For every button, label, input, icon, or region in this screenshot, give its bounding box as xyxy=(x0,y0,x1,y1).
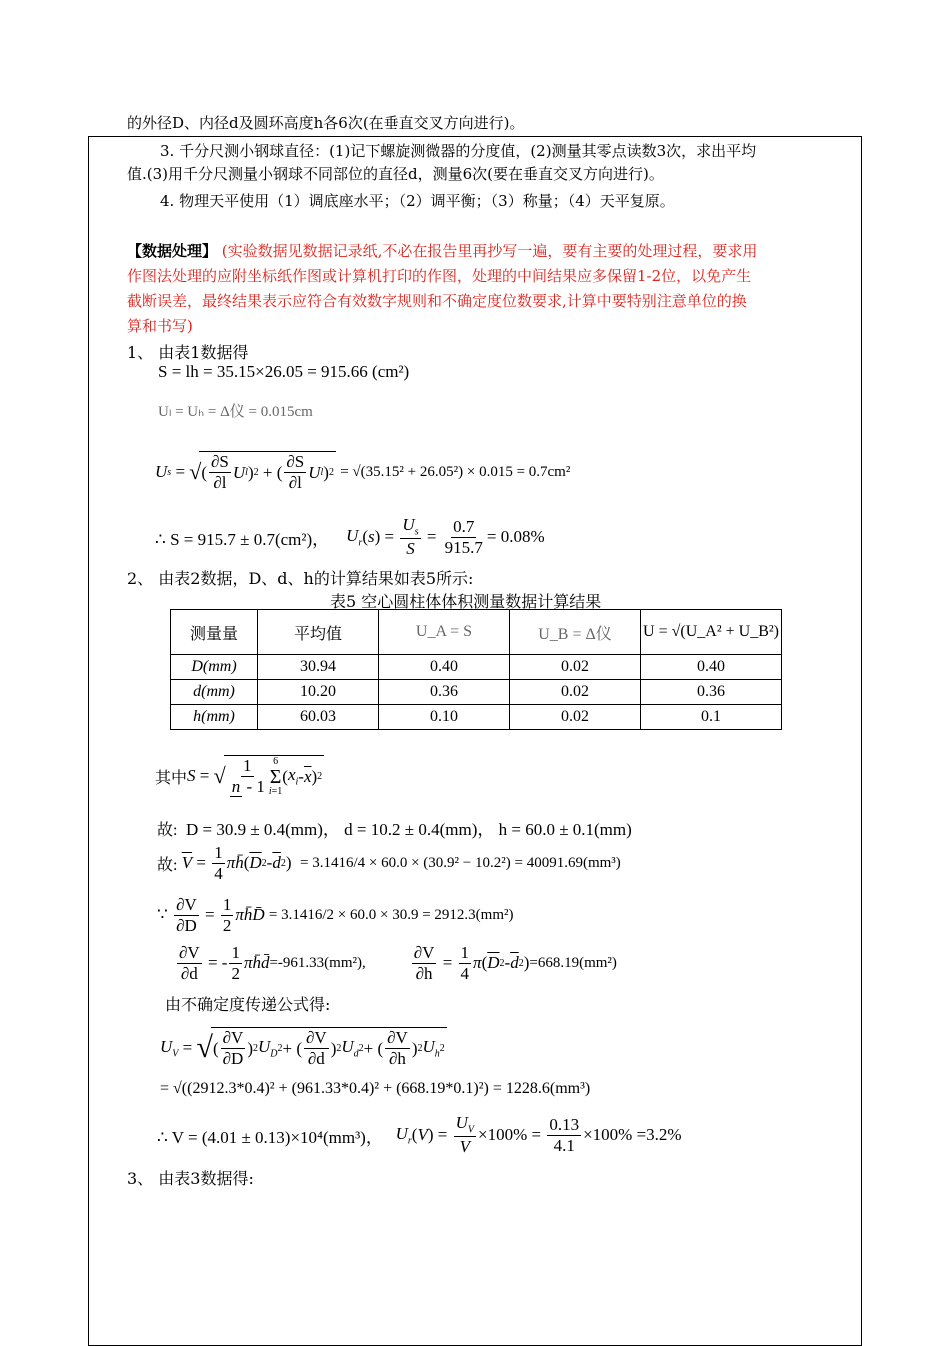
results-table xyxy=(170,609,782,730)
cell: 0.10 xyxy=(379,705,510,730)
header-ua: U_A = S xyxy=(379,610,510,655)
area-equation: S = lh = 35.15×26.05 = 915.66 (cm²) xyxy=(158,362,410,381)
u-equation: Uₗ = Uₕ = Δ仪 = 0.015cm xyxy=(158,404,313,420)
cell: 30.94 xyxy=(258,655,379,680)
table-row xyxy=(171,680,782,705)
step-4: 4. 物理天平使用（1）调底座水平；（2）调平衡；（3）称量；（4）天平复原。 xyxy=(160,192,675,210)
cell: D(mm) xyxy=(171,655,258,680)
part2-title: 2、 由表2数据，D、d、h的计算结果如表5所示: xyxy=(127,569,474,588)
step-3-line-2: 值.(3)用千分尺测量小钢球不同部位的直径d，测量6次(要在垂直交叉方向进行)。 xyxy=(127,165,664,183)
header-ub: U_B = Δ仪 xyxy=(510,610,641,655)
cell: 0.02 xyxy=(510,680,641,705)
cell: h(mm) xyxy=(171,705,258,730)
cell: 0.1 xyxy=(641,705,782,730)
table-row xyxy=(171,655,782,680)
cell: 0.02 xyxy=(510,655,641,680)
top-line: 的外径D、内径d及圆环高度h各6次(在垂直交叉方向进行)。 xyxy=(127,114,525,132)
table-caption: 表5 空心圆柱体体积测量数据计算结果 xyxy=(330,592,602,611)
cell: 60.03 xyxy=(258,705,379,730)
v-equation: 故: $\overline{V}$ = $\frac{1}{4}$ πh̄ ( $\overline{D}$ 2 - $\overline{d}$ 2 ) = 3.1416/4 × 60.0 × (30.9² − 10.2²) = 40091.69(mm³) xyxy=(157,842,621,883)
dv-dd-dh: $\frac{\partial V}{\partial d}$ = - $\frac{1}{2}$ πh̄d̄ =-961.33(mm²), $\frac{\partial V}{\partial h}$ = $\frac{1}{4}$ π ( $\overline{D}$ 2 - $\overline{d}$ 2 ) =668.19(mm²) xyxy=(179,942,617,983)
cell: 0.40 xyxy=(641,655,782,680)
cell: 0.40 xyxy=(379,655,510,680)
cell: 0.36 xyxy=(379,680,510,705)
section-note-4: 算和书写) xyxy=(127,317,193,335)
dv-dD: ∵ $\frac{\partial V}{\partial D}$ = $\frac{1}{2}$ πh̄D̄ = 3.1416/2 × 60.0 × 30.9 = 2912.3(mm²) xyxy=(157,894,514,935)
cell: d(mm) xyxy=(171,680,258,705)
header-u: U = √(U_A² + U_B²) xyxy=(641,610,782,655)
part3-title: 3、 由表3数据得: xyxy=(127,1169,254,1188)
cell: 10.20 xyxy=(258,680,379,705)
report-frame xyxy=(88,136,862,1346)
section-heading-line xyxy=(127,240,757,261)
final-v: ∴ V = (4.01 ± 0.13)×10⁴(mm³)， $U_r$ ( V ) = $\frac{U_V}{V}$ ×100% = $\frac{0.13}{4.1}$ ×100% =3.2% xyxy=(157,1113,682,1157)
cell: 0.36 xyxy=(641,680,782,705)
header-mean: 平均值 xyxy=(258,610,379,655)
header-quantity: 测量量 xyxy=(171,610,258,655)
section-note-1: (实验数据见数据记录纸,不必在报告里再抄写一遍，要有主要的处理过程，要求用 xyxy=(221,242,758,260)
cell: 0.02 xyxy=(510,705,641,730)
section-note-3: 截断误差，最终结果表示应符合有效数字规则和不确定度位数要求,计算中要特别注意单位的换 xyxy=(127,292,747,310)
uv-result: = √((2912.3*0.4)² + (961.33*0.4)² + (668.19*0.1)²) = 1228.6(mm³) xyxy=(160,1080,591,1097)
step-3-line-1: 3. 千分尺测小钢球直径：(1)记下螺旋测微器的分度值，(2)测量其零点读数3次，求出平均 xyxy=(160,142,757,160)
final-s: ∴ S = 915.7 ± 0.7(cm²)， $U_r$ ( s ) = $\frac{U_s}{S}$ = $\frac{0.7}{915.7}$ = 0.08% xyxy=(155,515,545,559)
section-heading: 【数据处理】 xyxy=(127,242,218,260)
section-note-2: 作图法处理的应附坐标纸作图或计算机打印的作图，处理的中间结果应多保留1-2位，以免产生 xyxy=(127,267,752,285)
propagation-text: 由不确定度传递公式得: xyxy=(165,995,331,1014)
uv-formula: $U_V$ = √ ( $\frac{\partial V}{\partial D}$ ) 2 $U_D$ 2 + ( $\frac{\partial V}{\partial d}$ ) 2 $U_d$ 2 + ( $\frac{\partial V}{\partial h}$ ) 2 $U_h$ 2 xyxy=(160,1028,445,1068)
gu-results: 故: D = 30.9 ± 0.4(mm)， d = 10.2 ± 0.4(mm)， h = 60.0 ± 0.1(mm) xyxy=(157,820,632,839)
part1-title: 1、 由表1数据得 xyxy=(127,343,249,362)
table-header-row xyxy=(171,610,782,655)
us-equation: U s = √ ( $\frac{\partial S}{\partial l}$ U l ) 2 + ( $\frac{\partial S}{\partial l}$ U l ) 2 = √(35.15² + 26.05²) × 0.015 = 0.7cm² xyxy=(155,452,571,492)
s-formula: 其中 S = √ $\frac{1}{n - 1}$ 6 Σ i=1 ( $x_i$ - $\overline{x}$ ) 2 xyxy=(155,755,323,797)
table-row xyxy=(171,705,782,730)
